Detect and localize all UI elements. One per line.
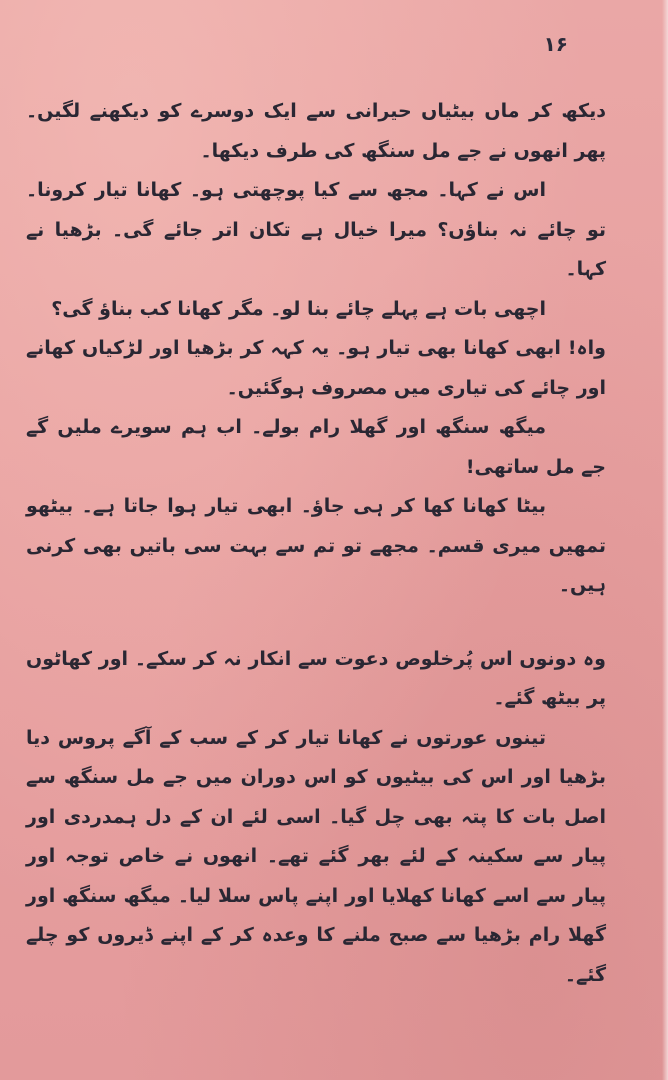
page-text	[26, 92, 606, 995]
paragraph-2: اس نے کہا۔ مجھ سے کیا پوچھتی ہو۔ کھانا تیار کرونا۔ تو چائے نہ بناؤں؟ میرا خیال ہے تکان اتر جائے گی۔ بڑھیا نے کہا۔	[26, 179, 606, 280]
page-edge	[662, 0, 668, 1080]
paragraph-4: واہ! ابھی کھانا بھی تیار ہو۔ یہ کہہ کر بڑھیا اور لڑکیاں کھانے اور چائے کی تیاری میں مصروف ہوگئیں۔	[26, 337, 606, 399]
paragraph-7: وہ دونوں اس پُرخلوص دعوت سے انکار نہ کر سکے۔ اور کھاٹوں پر بیٹھ گئے۔	[26, 647, 606, 709]
paragraph-3: اچھی بات ہے پہلے چائے بنا لو۔ مگر کھانا کب بناؤ گی؟	[51, 297, 546, 320]
paragraph-5: میگھ سنگھ اور گھلا رام بولے۔ اب ہم سویرے ملیں گے جے مل ساتھی!	[26, 416, 606, 478]
paragraph-1: دیکھ کر ماں بیٹیاں حیرانی سے ایک دوسرے کو دیکھنے لگیں۔ پھر انھوں نے جے مل سنگھ کی طرف دیکھا۔	[26, 100, 606, 162]
page-number: ۱۶	[543, 32, 568, 56]
paragraph-6: بیٹا کھانا کھا کر ہی جاؤ۔ ابھی تیار ہوا جاتا ہے۔ بیٹھو تمھیں میری قسم۔ مجھے تو تم سے بہت سی باتیں بھی کرنی ہیں۔	[26, 495, 606, 596]
paragraph-8: تینوں عورتوں نے کھانا تیار کر کے سب کے آگے پروس دیا بڑھیا اور اس کی بیٹیوں کو اس دوران میں جے مل سنگھ سے اصل بات کا پتہ بھی چل گیا۔ اسی لئے ان کے دل ہمدردی اور پیار سے سکینہ کے لئے بھر گئے تھے۔ انھوں نے خاص توجہ اور پیار سے اسے کھانا کھلایا اور اپنے پاس سلا لیا۔ میگھ سنگھ اور گھلا رام بڑھیا سے صبح ملنے کا وعدہ کر کے اپنے ڈیروں کو چلے گئے۔	[26, 726, 606, 986]
